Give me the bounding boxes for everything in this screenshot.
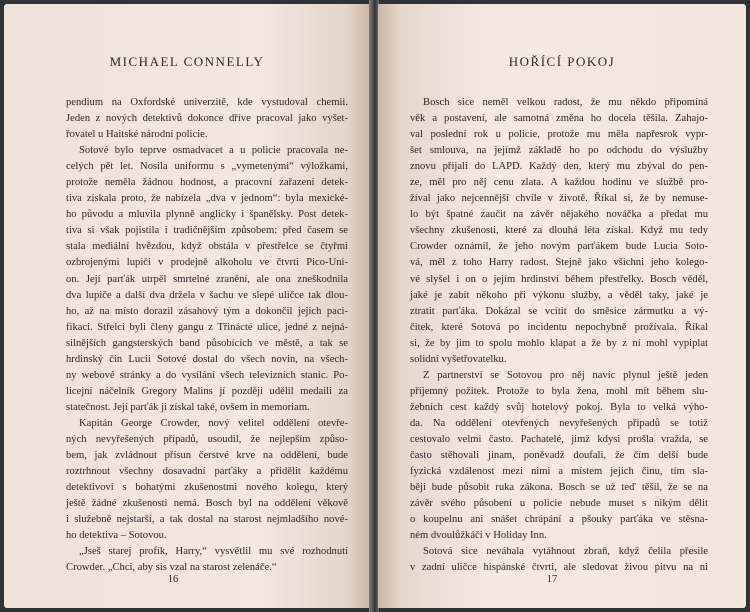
text-line: protože neměla žádnou hodnost, a pracovní zařazení detek-: [66, 177, 348, 189]
left-page: [4, 4, 370, 608]
text-line: si, že by jim to spolu mohlo klapat a že by z ní mohl vypiplat: [410, 337, 708, 349]
text-line: ozbrojenými lupiči v prodejně alkoholu ve čtvrti Pico-Uni-: [66, 257, 348, 269]
text-line: lo být špatné zaučit na závěr nějakého nováčka a předat mu: [410, 209, 708, 221]
text-line: ných nevyřešených případů, usoudil, že nejlepším způso-: [66, 433, 348, 445]
text-line: Jeden z nových detektivů dokonce dříve pracoval jako vyšet-: [66, 113, 348, 125]
text-line: příjemný požitek. Protože to byla žena, mohl mít během slu-: [410, 385, 708, 397]
text-line: ho, až na místo dorazil zásahový tým a dokončil jejich paci-: [66, 305, 348, 317]
text-line: cestovalo velmi často. Pachatelé, jimž kdysi prošla vražda, se: [410, 433, 708, 445]
page-number-right: 17: [546, 574, 558, 585]
text-line: často stěhovali jinam, poněvadž doufali, že čím delší bude: [410, 450, 708, 462]
text-line: ještě žádné zkušenosti nemá. Bosch byl na oddělení věkově: [66, 498, 348, 510]
text-line: „Jseš starej profík, Harry,“ vysvětlil mu své rozhodnutí: [79, 546, 348, 558]
page-number-left: 16: [167, 574, 179, 585]
text-line: ho detektiva – Sotovou.: [66, 530, 167, 542]
text-line: závěr svého působení u policie nebude muset s nikým dělit: [410, 498, 708, 510]
text-line: val poslední rok u policie, protože mu měla napřesrok vypr-: [410, 129, 708, 141]
text-line: žíval jako nejcennější chvíle v životě. Říkal si, že by nemuse-: [410, 193, 708, 205]
text-line: všechny zkušenosti, které za dlouhá léta získal. Když mu tedy: [410, 225, 708, 237]
text-line: da. Na oddělení otevřených nevyřešených případů se totiž: [410, 417, 708, 429]
text-line: roztrhnout všechny dosavadní parťáky a přidělit každému: [66, 466, 348, 478]
text-line: Sotové bylo teprve osmadvacet a u policie pracovala ne-: [79, 145, 348, 157]
text-line: on. Její parťák utrpěl smrtelné zranění, ale ona zneškodnila: [66, 273, 348, 285]
text-line: detektivovi s bohatými zkušenostmi nového kolegu, který: [66, 482, 348, 494]
text-line: solidní vyšetřovatelku.: [410, 353, 507, 365]
text-line: šet smlouva, na jejímž základě ho po odchodu do výslužby: [410, 145, 708, 157]
text-line: Sotová sice neváhala vytáhnout zbraň, když čelila přesile: [423, 546, 708, 558]
text-line: fikaci. Střelci byli členy gangu z Třinácté ulice, jedné z nejná-: [66, 321, 348, 333]
text-line: Bosch sice neměl velkou radost, že mu někdo připomíná: [423, 97, 708, 108]
text-line: i služebně nejstarší, a tak dostal na starost nejmladšího nové-: [66, 514, 348, 526]
text-line: tiva si však pojistila i tradičnějším způsobem: před časem se: [66, 225, 348, 237]
text-line: o koupelnu ani snášet chrápání a pšouky parťáka ve stěsna-: [410, 514, 708, 526]
text-line: vé slyšel i on o jejím hrdinství během přestřelky. Bosch věděl,: [410, 273, 708, 285]
text-line: Z partnerství se Sotovou pro něj navíc plynul ještě jeden: [423, 369, 708, 381]
text-line: čitek, které Sotová po incidentu nepochybně prožívala. Říkal: [410, 321, 708, 333]
text-line: ném dvoulůžkáči v Holiday Inn.: [410, 530, 547, 542]
text-line: dva lupiče a další dva držela v šachu ve slepé uličce tak dlou-: [66, 289, 348, 301]
text-line: ztratit parťáka. Dokázal se vcítit do směsice zármutku a vý-: [410, 305, 708, 317]
text-line: tiva získala proto, že nabízela „dva v jednom“: byla mexické-: [66, 193, 348, 205]
text-line: stala mediální hvězdou, když obstála v přestřelce se čtyřmi: [66, 241, 348, 253]
text-line: Kapitán George Crowder, nový velitel oddělení otevře-: [79, 417, 348, 429]
text-line: licejní náčelník Gregory Malins jí později udělil medaili za: [66, 385, 348, 397]
running-head-title: HOŘÍCÍ POKOJ: [508, 54, 616, 69]
text-line: znovu přijali do LAPD. Každý den, který mu zbýval do pen-: [410, 161, 708, 173]
text-line: v zadní uličce hispánské čtvrti, ale sledovat živou pitvu na ni: [410, 562, 708, 574]
text-line: vá, měl z toho Harry radost. Stejně jako všichni jeho kolego-: [410, 257, 708, 269]
text-line: jaké je zabít někoho při výkonu služby, a věděl taky, jaké je: [410, 289, 708, 301]
text-line: ho původu a mluvila plynně anglicky i španělsky. Post detek-: [66, 209, 348, 221]
text-line: věk a postavení, ale samotná změna ho docela těšila. Zahajo-: [410, 113, 708, 125]
left-page-body: [66, 95, 348, 576]
text-line: silnějších gangsterských band působících ve městě, a tak se: [66, 337, 348, 349]
right-page: [378, 4, 746, 608]
text-line: řovatel u Haitské národní policie.: [66, 129, 208, 141]
text-line: ny webové stránky a do vysílání všech televizních stanic. Po-: [66, 369, 348, 381]
text-line: ze, měl pro něj cenu zlata. A každou hodinu ve službě pro-: [410, 177, 708, 189]
right-page-body: [410, 95, 708, 576]
text-line: Crowder oznámil, že jeho novým parťákem bude Lucia Soto-: [410, 241, 708, 253]
text-line: žebních cest každý svůj hotelový pokoj. Byla to velká výho-: [410, 401, 708, 413]
text-line: hrdinský čin Lucii Sotové dostal do všech novin, na všech-: [66, 353, 348, 365]
text-line: statečnost. Její parťák ji získal také, ovšem in memoriam.: [66, 401, 310, 413]
text-line: běji bude působit ruka zákona. Bosch se už teď těšil, že se na: [410, 482, 708, 494]
text-line: fyzická vzdálenost mezi nimi a místem jejich činu, tím sla-: [410, 466, 708, 478]
text-line: Crowder. „Chci, aby sis vzal na starost zelenáče.“: [66, 562, 277, 574]
text-line: bem, jak zvládnout přísun čerstvé krve na oddělení, bude: [66, 450, 348, 462]
text-line: celých pět let. Nosila uniformu s „vymetenými“ výložkami,: [66, 161, 348, 173]
text-line: pendium na Oxfordské univerzitě, kde vystudoval chemii.: [66, 97, 348, 108]
running-head-author: MICHAEL CONNELLY: [109, 54, 265, 69]
